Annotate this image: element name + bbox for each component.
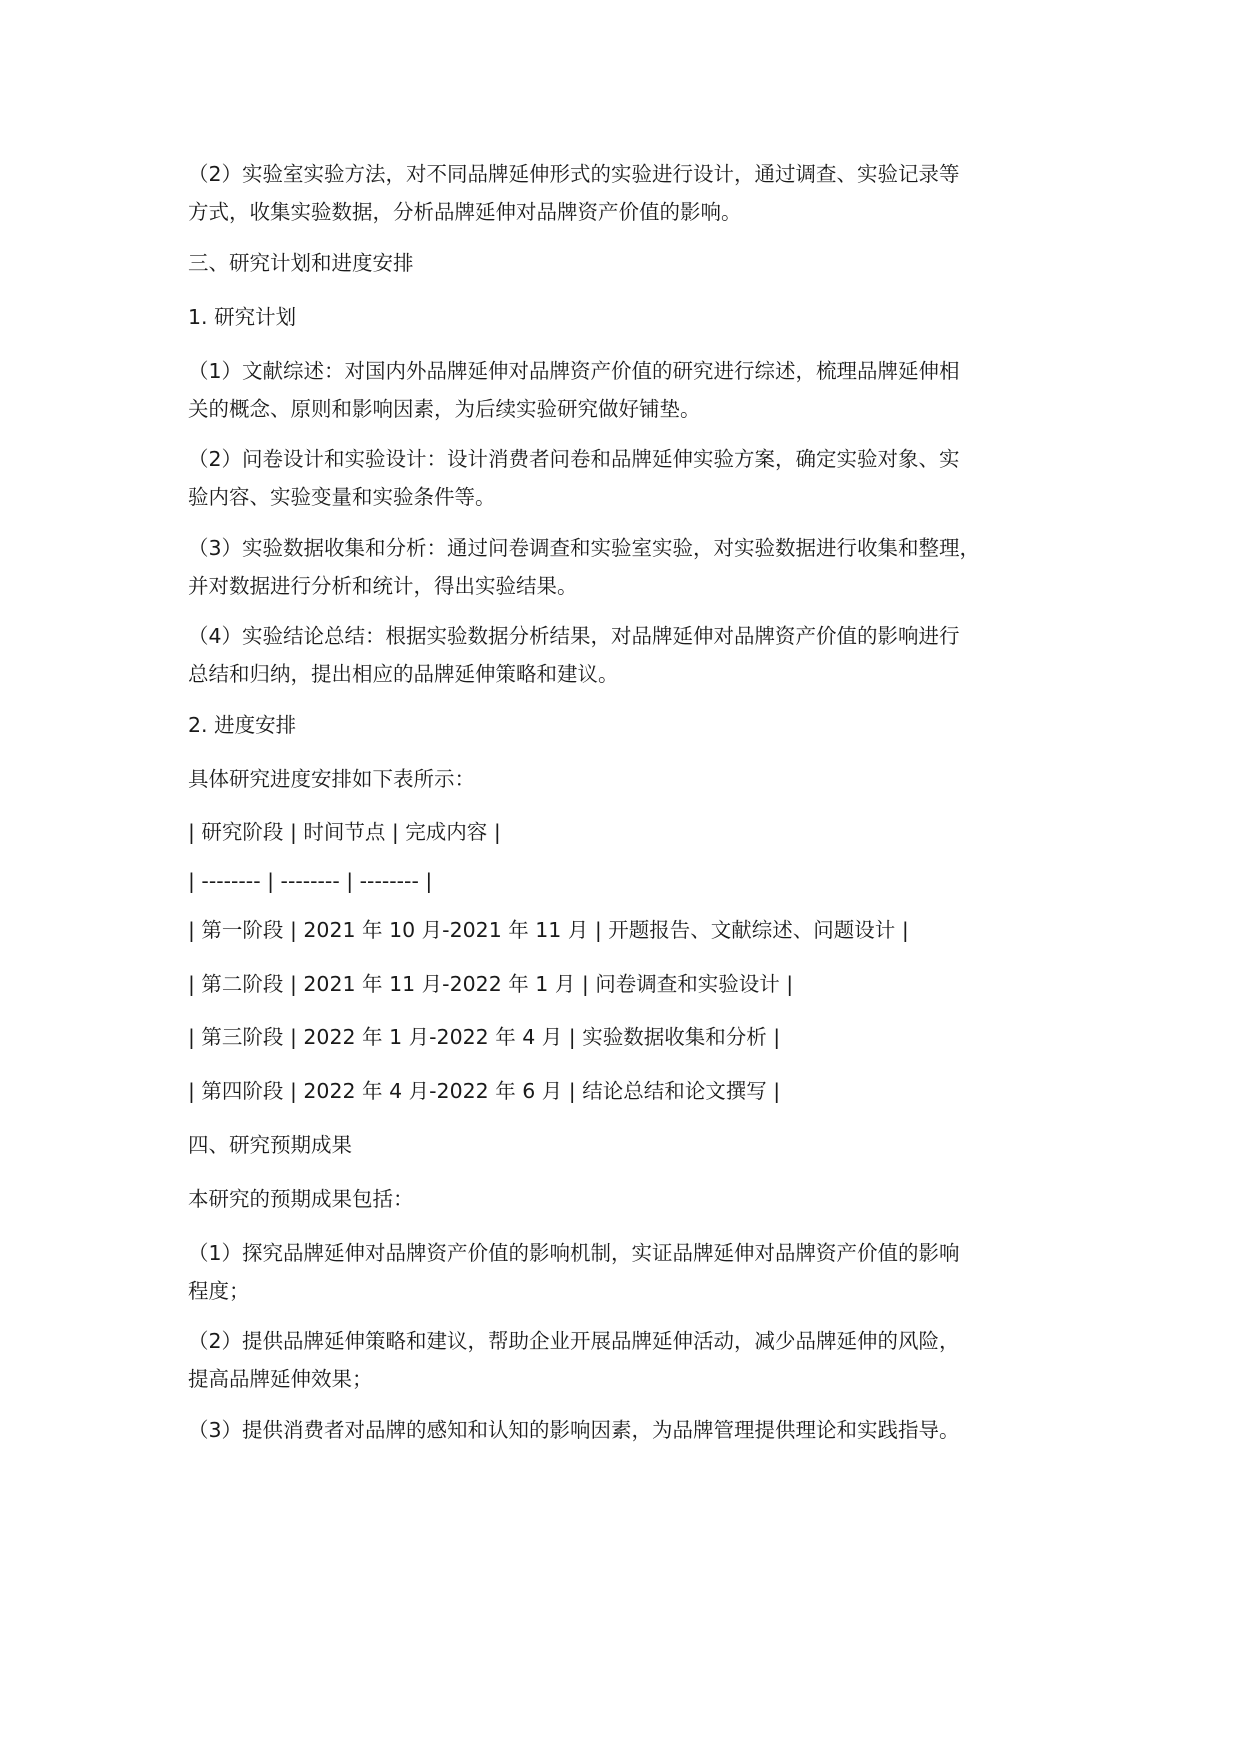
table-row-text: | 第一阶段 | 2021 年 10 月-2021 年 11 月 | 开题报告、文献综述、问题设计 |: [188, 918, 909, 942]
text-line: 具体研究进度安排如下表所示：: [188, 767, 475, 791]
table-row-text: | 第四阶段 | 2022 年 4 月-2022 年 6 月 | 结论总结和论文撰写 |: [188, 1079, 781, 1103]
subheading-text: 2. 进度安排: [188, 713, 297, 737]
text-line: （3）实验数据收集和分析：通过问卷调查和实验室实验，对实验数据进行收集和整理，: [188, 536, 981, 560]
text-line: （2）问卷设计和实验设计：设计消费者问卷和品牌延伸实验方案，确定实验对象、实: [188, 447, 960, 471]
table-header-row: [188, 813, 1078, 851]
paragraph-outcome-3: [188, 1411, 1078, 1449]
table-row-stage-4: [188, 1072, 1078, 1110]
table-row-stage-3: [188, 1018, 1078, 1056]
table-row-text: | 第二阶段 | 2021 年 11 月-2022 年 1 月 | 问卷调查和实验设计 |: [188, 972, 794, 996]
paragraph-lab-method: [188, 155, 1078, 231]
paragraph-schedule-intro: [188, 760, 1078, 798]
text-line: 总结和归纳，提出相应的品牌延伸策略和建议。: [188, 662, 619, 686]
text-line: 验内容、实验变量和实验条件等。: [188, 485, 496, 509]
text-line: （4）实验结论总结：根据实验数据分析结果，对品牌延伸对品牌资产价值的影响进行: [188, 624, 960, 648]
table-row-text: | 第三阶段 | 2022 年 1 月-2022 年 4 月 | 实验数据收集和分析 |: [188, 1025, 781, 1049]
text-line: 方式，收集实验数据，分析品牌延伸对品牌资产价值的影响。: [188, 200, 742, 224]
text-line: 并对数据进行分析和统计，得出实验结果。: [188, 574, 578, 598]
text-line: （2）实验室实验方法，对不同品牌延伸形式的实验进行设计，通过调查、实验记录等: [188, 162, 960, 186]
paragraph-outcome-1: [188, 1234, 1078, 1310]
section-heading-plan: [188, 244, 1078, 282]
section-heading-text: 三、研究计划和进度安排: [188, 251, 414, 275]
text-line: （3）提供消费者对品牌的感知和认知的影响因素，为品牌管理提供理论和实践指导。: [188, 1418, 960, 1442]
paragraph-questionnaire-design: [188, 440, 1078, 516]
table-row-stage-2: [188, 965, 1078, 1003]
subheading-text: 1. 研究计划: [188, 305, 297, 329]
paragraph-outcome-2: [188, 1322, 1078, 1398]
text-line: （1）文献综述：对国内外品牌延伸对品牌资产价值的研究进行综述，梳理品牌延伸相: [188, 359, 960, 383]
paragraph-outcomes-intro: [188, 1180, 1078, 1218]
text-line: （2）提供品牌延伸策略和建议，帮助企业开展品牌延伸活动，减少品牌延伸的风险，: [188, 1329, 960, 1353]
section-heading-outcomes: [188, 1126, 1078, 1164]
table-separator-row: [188, 862, 1078, 900]
subheading-schedule: [188, 706, 1078, 744]
paragraph-conclusion-summary: [188, 617, 1078, 693]
section-heading-text: 四、研究预期成果: [188, 1133, 352, 1157]
text-line: （1）探究品牌延伸对品牌资产价值的影响机制，实证品牌延伸对品牌资产价值的影响: [188, 1241, 960, 1265]
paragraph-data-collection: [188, 529, 1078, 605]
text-line: 关的概念、原则和影响因素，为后续实验研究做好铺垫。: [188, 397, 701, 421]
text-line: 本研究的预期成果包括：: [188, 1187, 414, 1211]
text-line: 提高品牌延伸效果；: [188, 1367, 373, 1391]
table-row-text: | -------- | -------- | -------- |: [188, 869, 433, 893]
subheading-research-plan: [188, 298, 1078, 336]
text-line: 程度；: [188, 1279, 250, 1303]
table-row-stage-1: [188, 911, 1078, 949]
paragraph-literature-review: [188, 352, 1078, 428]
table-row-text: | 研究阶段 | 时间节点 | 完成内容 |: [188, 820, 501, 844]
